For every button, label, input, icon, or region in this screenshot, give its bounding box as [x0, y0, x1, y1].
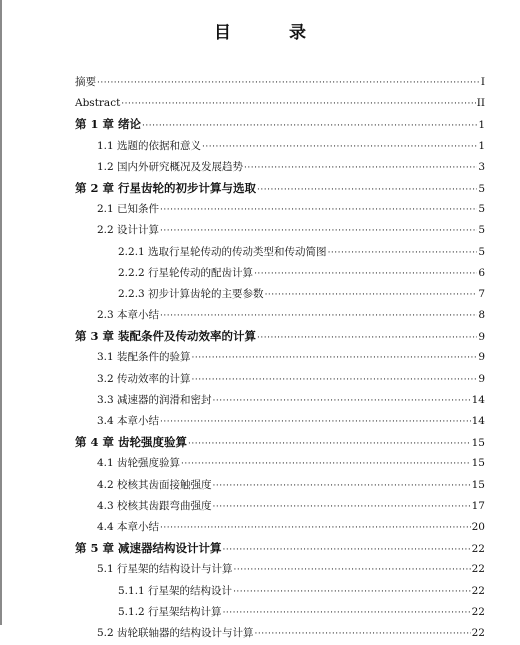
toc-leader-dots — [257, 328, 477, 349]
toc-entry-label: 5.1.1 行星架的结构设计 — [118, 584, 233, 597]
toc-leader-dots — [202, 137, 477, 158]
toc-leader-dots — [213, 497, 471, 518]
toc-entry-label: 3.1 装配条件的验算 — [97, 351, 191, 364]
toc-leader-dots — [160, 306, 477, 327]
toc-entry-label: 4.1 齿轮强度验算 — [97, 457, 181, 470]
toc-entry-page: 8 — [478, 309, 485, 322]
toc-entry-page: 22 — [471, 605, 485, 618]
toc-entry[interactable] — [75, 475, 485, 496]
toc-leader-dots — [160, 221, 477, 242]
toc-entry-label: 5.1 行星架的结构设计与计算 — [97, 563, 233, 576]
toc-entry-label: 1.1 选题的依据和意义 — [97, 139, 202, 152]
toc-entry-page: 22 — [471, 563, 485, 576]
toc-entry[interactable] — [75, 390, 485, 411]
toc-chapter-entry[interactable] — [75, 432, 485, 453]
toc-leader-dots — [142, 116, 477, 137]
toc-entry-label: 3.2 传动效率的计算 — [97, 372, 191, 385]
toc-entry-page: 7 — [478, 287, 485, 300]
toc-chapter-entry[interactable] — [75, 538, 485, 559]
toc-entry-label: 4.2 校核其齿面接触强度 — [97, 478, 212, 491]
toc-entry[interactable] — [75, 72, 485, 93]
toc-entry[interactable] — [75, 284, 485, 305]
page-title: 目 录 — [214, 23, 332, 43]
toc-entry-label: 第 5 章 减速器结构设计计算 — [75, 541, 222, 556]
toc-entry[interactable] — [75, 453, 485, 474]
toc-leader-dots — [181, 454, 471, 475]
toc-entry-label: 2.2.3 初步计算齿轮的主要参数 — [118, 287, 264, 300]
toc-entry-page: 14 — [471, 415, 485, 427]
toc-entry-page: 5 — [478, 203, 485, 216]
toc-entry-page: 1 — [478, 119, 485, 132]
toc-leader-dots — [121, 94, 475, 115]
toc-leader-dots — [233, 582, 471, 603]
toc-entry-label: 2.2.1 选取行星轮传动的传动类型和传动简图 — [118, 245, 327, 258]
toc-chapter-entry[interactable] — [75, 114, 485, 135]
toc-entry-page: 22 — [471, 584, 485, 597]
toc-entry-page: 15 — [471, 478, 485, 491]
toc-entry-label: 2.2.2 行星轮传动的配齿计算 — [118, 266, 254, 279]
toc-chapter-entry[interactable] — [75, 178, 485, 199]
toc-entry[interactable] — [75, 220, 485, 241]
table-of-contents — [75, 72, 485, 644]
toc-entry[interactable] — [75, 581, 485, 602]
toc-leader-dots — [223, 540, 471, 561]
toc-entry-label: 5.2 齿轮联轴器的结构设计与计算 — [97, 626, 254, 639]
toc-entry-page: 15 — [471, 437, 485, 450]
toc-entry-page: 5 — [478, 245, 485, 258]
toc-chapter-entry[interactable] — [75, 326, 485, 347]
toc-entry-label: 摘要 — [75, 76, 96, 88]
toc-entry-page: 15 — [471, 457, 485, 470]
toc-entry-label: 3.3 减速器的润滑和密封 — [97, 393, 212, 406]
toc-entry[interactable] — [75, 602, 485, 623]
toc-entry-label: 2.1 已知条件 — [97, 203, 160, 216]
toc-entry-label: 3.4 本章小结 — [97, 415, 160, 427]
toc-leader-dots — [265, 285, 478, 306]
toc-leader-dots — [213, 476, 471, 497]
toc-entry-label: 2.3 本章小结 — [97, 309, 160, 322]
toc-leader-dots — [160, 200, 477, 221]
toc-leader-dots — [160, 412, 471, 433]
toc-entry-label: 第 4 章 齿轮强度验算 — [75, 435, 188, 450]
toc-entry[interactable] — [75, 305, 485, 326]
toc-entry[interactable] — [75, 559, 485, 580]
toc-entry[interactable] — [75, 263, 485, 284]
toc-entry[interactable] — [75, 496, 485, 517]
toc-entry-label: 4.4 本章小结 — [97, 520, 160, 533]
toc-entry-page: 9 — [478, 372, 485, 385]
toc-entry-label: Abstract — [75, 97, 121, 110]
toc-entry-page: 3 — [478, 160, 485, 173]
page-left-edge — [0, 0, 2, 625]
toc-entry-page: 6 — [478, 266, 485, 279]
toc-entry[interactable] — [75, 623, 485, 644]
toc-leader-dots — [160, 518, 471, 539]
toc-leader-dots — [254, 264, 477, 285]
toc-leader-dots — [255, 624, 471, 645]
toc-leader-dots — [257, 180, 477, 201]
toc-entry-label: 第 3 章 装配条件及传动效率的计算 — [75, 329, 257, 344]
toc-entry-label: 4.3 校核其齿跟弯曲强度 — [97, 499, 212, 512]
toc-leader-dots — [192, 370, 478, 391]
toc-entry-label: 2.2 设计计算 — [97, 224, 160, 237]
toc-leader-dots — [234, 560, 471, 581]
toc-entry-label: 1.2 国内外研究概况及发展趋势 — [97, 160, 244, 173]
toc-leader-dots — [223, 603, 471, 624]
toc-entry-page: II — [476, 97, 485, 110]
toc-leader-dots — [188, 434, 471, 455]
toc-leader-dots — [244, 158, 477, 179]
toc-leader-dots — [328, 243, 478, 264]
toc-entry[interactable] — [75, 517, 485, 538]
toc-entry[interactable] — [75, 136, 485, 157]
toc-entry[interactable] — [75, 369, 485, 390]
toc-entry[interactable] — [75, 242, 485, 263]
toc-entry-label: 5.1.2 行星架结构计算 — [118, 605, 222, 618]
toc-leader-dots — [192, 348, 478, 369]
toc-entry[interactable] — [75, 411, 485, 432]
toc-entry-page: 9 — [478, 351, 485, 364]
toc-entry-label: 第 2 章 行星齿轮的初步计算与选取 — [75, 180, 257, 195]
toc-entry-page: 17 — [471, 499, 485, 512]
toc-entry-page: 22 — [471, 543, 485, 556]
toc-entry-page: 22 — [471, 626, 485, 639]
toc-entry-page: 20 — [471, 520, 485, 533]
toc-entry-label: 第 1 章 绪论 — [75, 117, 142, 132]
toc-leader-dots — [97, 73, 480, 94]
toc-entry-page: 14 — [471, 393, 485, 406]
toc-leader-dots — [213, 391, 471, 412]
toc-entry-page: 1 — [478, 139, 485, 152]
toc-entry[interactable] — [75, 347, 485, 368]
toc-entry-page: 9 — [478, 331, 485, 344]
toc-entry[interactable] — [75, 93, 485, 114]
toc-entry[interactable] — [75, 199, 485, 220]
toc-entry-page: 5 — [478, 224, 485, 237]
toc-entry-page: 5 — [478, 182, 485, 195]
toc-entry[interactable] — [75, 157, 485, 178]
toc-entry-page: I — [480, 76, 485, 88]
